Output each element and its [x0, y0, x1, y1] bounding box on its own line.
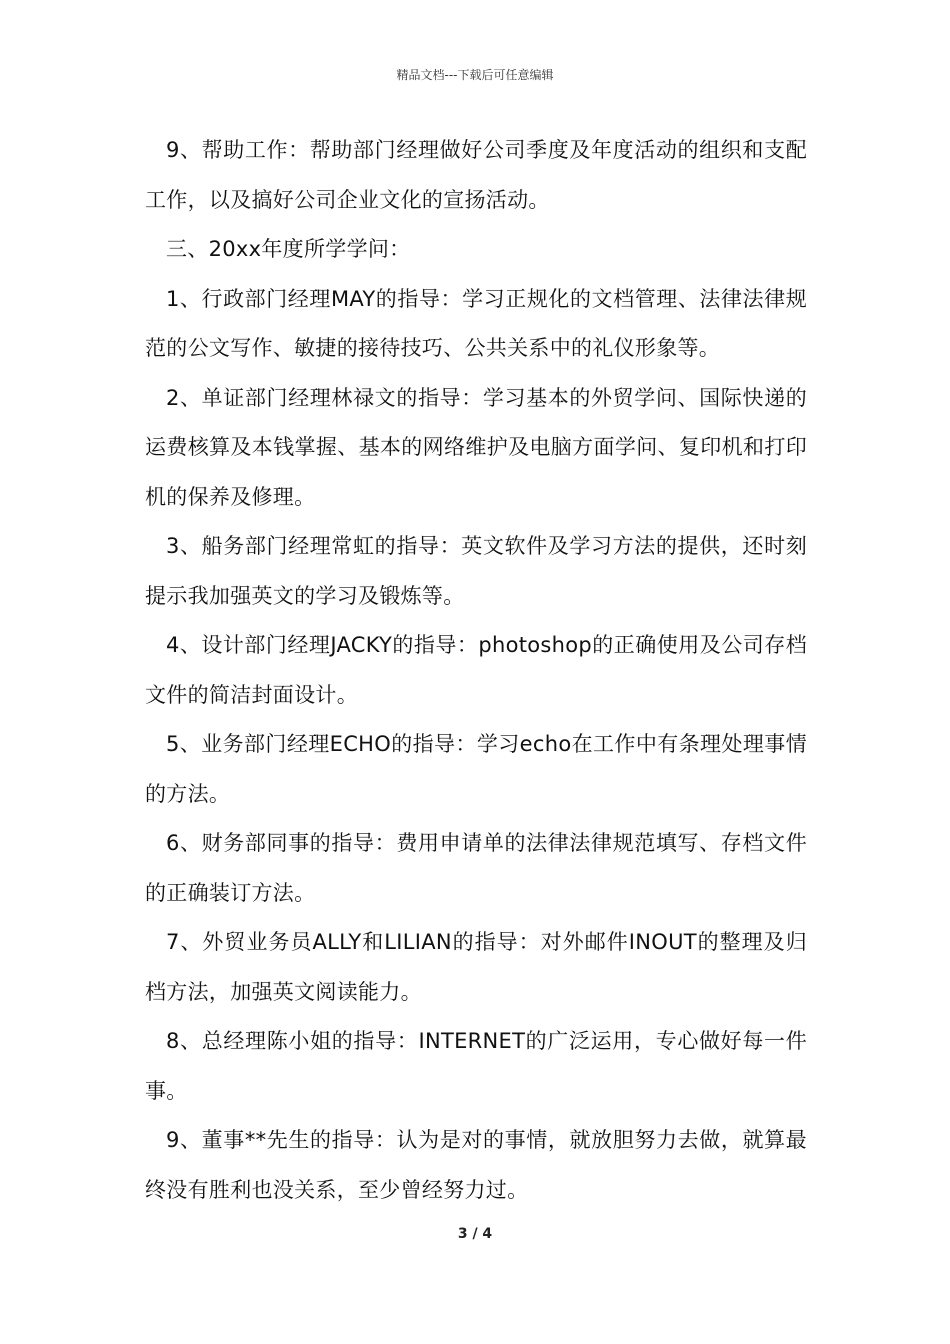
page-number: 3 / 4	[457, 1226, 493, 1242]
paragraph: 7、外贸业务员ALLY和LILIAN的指导：对外邮件INOUT的整理及归档方法，加强英文阅读能力。	[145, 930, 807, 1004]
paragraph: 5、业务部门经理ECHO的指导：学习echo在工作中有条理处理事情的方法。	[145, 732, 807, 806]
paragraph: 4、设计部门经理JACKY的指导：photoshop的正确使用及公司存档文件的简洁封面设计。	[145, 633, 807, 707]
section-heading: 三、20xx年度所学学问：	[166, 237, 411, 261]
paragraph: 2、单证部门经理林禄文的指导：学习基本的外贸学问、国际快递的运费核算及本钱掌握、基本的网络维护及电脑方面学问、复印机和打印机的保养及修理。	[145, 385, 807, 509]
paragraph: 6、财务部同事的指导：费用申请单的法律法律规范填写、存档文件的正确装订方法。	[145, 831, 807, 905]
paragraph: 3、船务部门经理常虹的指导：英文软件及学习方法的提供，还时刻提示我加强英文的学习及锻炼等。	[145, 534, 807, 608]
document-body	[145, 126, 807, 1215]
paragraph: 1、行政部门经理MAY的指导：学习正规化的文档管理、法律法律规范的公文写作、敏捷的接待技巧、公共关系中的礼仪形象等。	[145, 286, 807, 360]
paragraph: 9、董事**先生的指导：认为是对的事情，就放胆努力去做，就算最终没有胜利也没关系，至少曾经努力过。	[145, 1128, 807, 1202]
paragraph: 9、帮助工作：帮助部门经理做好公司季度及年度活动的组织和支配工作，以及搞好公司企业文化的宣扬活动。	[145, 138, 807, 212]
paragraph: 8、总经理陈小姐的指导：INTERNET的广泛运用，专心做好每一件事。	[145, 1029, 807, 1103]
page-header: 精品文档---下载后可任意编辑	[396, 68, 554, 82]
